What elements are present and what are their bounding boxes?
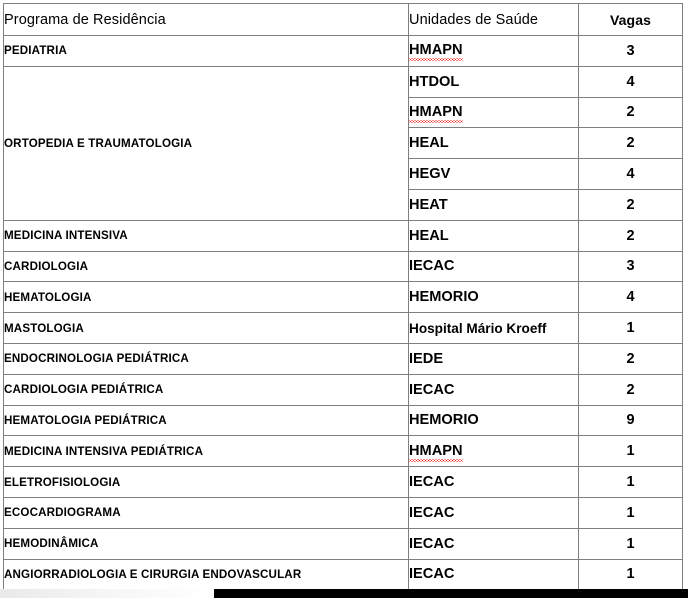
column-header-programa-de-residencia[interactable]: Programa de Residência [4,4,409,36]
cell-unidade-text: IECAC [409,474,455,491]
cell-vagas: 2 [579,343,683,374]
cell-unidade-text: Hospital Mário Kroeff [409,320,547,336]
table-body [4,36,683,590]
cell-programa: HEMODINÂMICA [4,528,409,559]
residency-vacancies-table [3,3,683,590]
cell-unidade [409,467,579,498]
spellcheck-underline-text: HMAPN [409,103,463,120]
cell-unidade [409,374,579,405]
cell-unidade [409,497,579,528]
cell-unidade-text: IECAC [409,381,455,398]
table-row [4,497,683,528]
cell-vagas: 2 [579,97,683,128]
cell-unidade [409,436,579,467]
cell-vagas: 1 [579,467,683,498]
cell-unidade-text: IECAC [409,258,455,275]
table-row [4,343,683,374]
table-row [4,528,683,559]
table-row [4,220,683,251]
cell-unidade-text: HEAT [409,196,448,213]
cell-unidade [409,343,579,374]
table-row [4,251,683,282]
cell-unidade [409,251,579,282]
cell-unidade-text: IECAC [409,566,455,583]
cell-vagas: 2 [579,220,683,251]
cell-vagas: 9 [579,405,683,436]
table-row [4,313,683,344]
cell-programa: MEDICINA INTENSIVA [4,220,409,251]
cell-vagas: 4 [579,159,683,190]
cell-unidade [409,128,579,159]
cell-vagas: 2 [579,128,683,159]
cell-unidade-text: HEMORIO [409,412,479,429]
spellcheck-underline-text: HMAPN [409,442,463,459]
cell-unidade-text: IECAC [409,535,455,552]
bottom-artifact-light-segment [0,589,214,598]
cell-programa: ORTOPEDIA E TRAUMATOLOGIA [4,66,409,220]
cell-unidade [409,282,579,313]
table-row [4,36,683,67]
table-header-row [4,4,683,36]
cell-vagas: 1 [579,528,683,559]
cell-unidade [409,97,579,128]
cell-unidade-text: HEMORIO [409,289,479,306]
column-header-unidades-de-saude[interactable]: Unidades de Saúde [409,4,579,36]
cell-programa: ELETROFISIOLOGIA [4,467,409,498]
cell-unidade [409,313,579,344]
cell-programa: ECOCARDIOGRAMA [4,497,409,528]
cell-unidade [409,66,579,97]
cell-vagas: 2 [579,374,683,405]
cell-programa: CARDIOLOGIA PEDIÁTRICA [4,374,409,405]
bottom-artifact-dark-segment [214,589,688,598]
cell-unidade [409,220,579,251]
table-header [4,4,683,36]
cell-unidade [409,36,579,67]
table-row [4,405,683,436]
cell-unidade-text: HEGV [409,166,451,183]
cell-vagas: 4 [579,66,683,97]
cell-vagas: 4 [579,282,683,313]
table-row [4,467,683,498]
cell-vagas: 1 [579,436,683,467]
table-row [4,66,683,97]
cell-vagas: 3 [579,36,683,67]
column-header-vagas[interactable]: Vagas [579,4,683,36]
cell-unidade-text: HEAL [409,227,449,244]
cell-programa: HEMATOLOGIA PEDIÁTRICA [4,405,409,436]
table-row [4,374,683,405]
cell-unidade-text: HTDOL [409,73,460,90]
cell-unidade-text: HEAL [409,135,449,152]
cell-vagas: 2 [579,189,683,220]
cell-programa: PEDIATRIA [4,36,409,67]
cell-unidade [409,159,579,190]
cell-unidade [409,189,579,220]
table-row [4,282,683,313]
bottom-crop-artifact [0,589,688,598]
cell-unidade [409,559,579,590]
cell-unidade-text: IECAC [409,504,455,521]
cell-vagas: 1 [579,559,683,590]
cell-programa: MASTOLOGIA [4,313,409,344]
cell-vagas: 1 [579,497,683,528]
residency-table-container [3,3,682,590]
table-row [4,559,683,590]
cell-unidade [409,528,579,559]
spellcheck-underline-text: HMAPN [409,42,463,59]
table-row [4,436,683,467]
cell-programa: CARDIOLOGIA [4,251,409,282]
cell-unidade [409,405,579,436]
cell-programa: HEMATOLOGIA [4,282,409,313]
cell-vagas: 1 [579,313,683,344]
cell-programa: MEDICINA INTENSIVA PEDIÁTRICA [4,436,409,467]
cell-vagas: 3 [579,251,683,282]
cell-programa: ANGIORRADIOLOGIA E CIRURGIA ENDOVASCULAR [4,559,409,590]
cell-programa: ENDOCRINOLOGIA PEDIÁTRICA [4,343,409,374]
cell-unidade-text: IEDE [409,350,444,367]
